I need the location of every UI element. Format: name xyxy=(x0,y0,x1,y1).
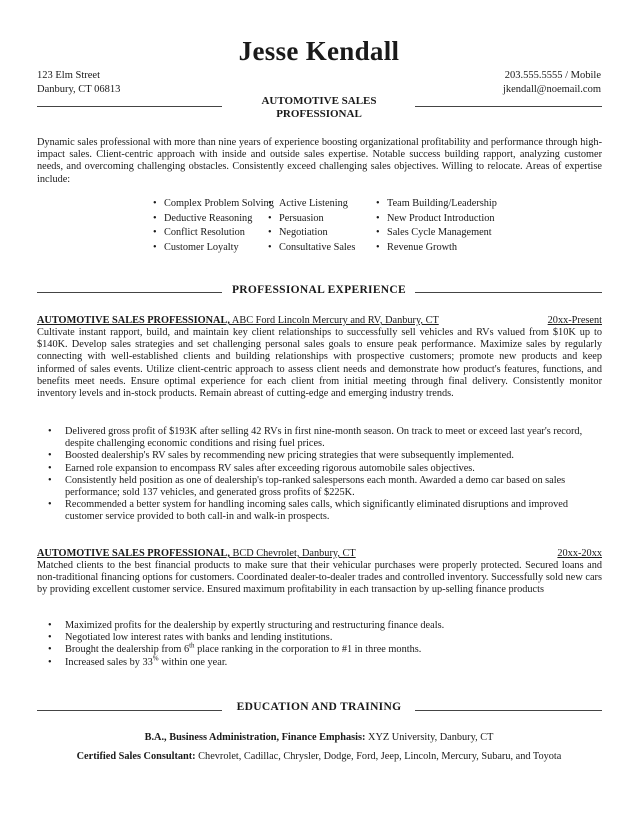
achievement-item: • Recommended a better system for handling incoming sales calls, which significantly eliminated disruptions and improved customer service provided to both call-in and walk-in prospects. xyxy=(48,499,598,523)
candidate-name: Jesse Kendall xyxy=(238,36,400,66)
skill-item: • Revenue Growth xyxy=(376,241,497,256)
job-1-company: ABC Ford Lincoln Mercury and RV, Danbury, CT xyxy=(229,315,439,326)
job-1-title: AUTOMOTIVE SALES PROFESSIONAL, xyxy=(37,315,230,326)
job-1-header xyxy=(37,315,602,327)
degree-label: B.A., Business Administration, Finance Emphasis: xyxy=(144,732,366,743)
skill-item: • Active Listening xyxy=(268,197,355,212)
skill-item: • Sales Cycle Management xyxy=(376,226,497,241)
professional-summary: Dynamic sales professional with more than nine years of experience boosting organizational profitability and performance through high-impact sales. Client-centric approach with inside and outside sales expertise. Notable success building rapport, analyzing customer needs, and overcoming challenging obstacles. Consistently exceed challenging sales objectives. Willing to relocate. Areas of expertise include: xyxy=(37,137,602,185)
skill-item: • Conflict Resolution xyxy=(153,226,274,241)
skill-item: • Negotiation xyxy=(268,226,355,241)
certification-brands: Chevrolet, Cadillac, Chrysler, Dodge, Ford, Jeep, Lincoln, Mercury, Subaru, and Toyota xyxy=(195,751,562,762)
achievement-item: • Brought the dealership from 6th place ranking in the corporation to #1 in three months. xyxy=(48,644,598,656)
skills-column-1 xyxy=(153,197,274,255)
job-2-title: AUTOMOTIVE SALES PROFESSIONAL, xyxy=(37,548,230,559)
contact-block xyxy=(503,69,601,96)
education-section-title: EDUCATION AND TRAINING xyxy=(236,701,402,713)
job-1-description: Cultivate instant rapport, build, and maintain key client relationships to successfully sell vehicles and RVs valued from $10K up to $140K. Develop sales strategies and set challenging personal sales goals to ensure peak performance. Maximize sales by regularly connecting with well-established clients and building relationships with prospective customers; promote new products and keep informed of sales events. Utilize client-centric approach to assess client needs and demonstrate how product's features, functions, and benefits meet needs. Ensure optimal experience for each client from initial meeting through final delivery. Consistently monitor inventory levels and in-stock products. Remain abreast of cutting-edge and emerging industry trends. xyxy=(37,327,602,400)
job-1-achievements xyxy=(48,426,598,524)
skill-item: • Consultative Sales xyxy=(268,241,355,256)
job-1-dates: 20xx-Present xyxy=(547,315,602,326)
job-2-description: Matched clients to the best financial products to make sure that their vehicular purchases were properly protected. Secured loans and non-traditional financing options for customers. Coordinated dealer-to-dealer trades and controlled inventory. Successfully sold new cars by providing excellent customer service. Ensured maximum profitability in each transaction by up-selling finance products xyxy=(37,560,602,596)
degree-school: XYZ University, Danbury, CT xyxy=(365,732,494,743)
skill-item: • Customer Loyalty xyxy=(153,241,274,256)
headline-line-2: PROFESSIONAL xyxy=(276,108,362,120)
job-2-company: BCD Chevrolet, Danbury, CT xyxy=(229,548,356,559)
job-2-dates: 20xx-20xx xyxy=(557,548,602,559)
job-2-achievements xyxy=(48,620,598,669)
email-address: jkendall@noemail.com xyxy=(502,83,601,95)
achievement-item: • Increased sales by 33% within one year. xyxy=(48,657,598,669)
achievement-item: • Delivered gross profit of $193K after selling 42 RVs in first nine-month season. On track to meet or exceed last year's record, despite challenging economic conditions and rising fuel prices. xyxy=(48,426,598,450)
achievement-item: • Boosted dealership's RV sales by recommending new pricing strategies that were subsequently implemented. xyxy=(48,450,598,462)
certification-line xyxy=(0,751,638,763)
skill-item: • New Product Introduction xyxy=(376,212,497,227)
achievement-item: • Consistently held position as one of dealership's top-ranked salespersons each month. Awarded a demo car based on sales performance; sold 137 vehicles, and generated gross profits of $225K. xyxy=(48,475,598,499)
headline xyxy=(0,95,638,121)
skill-item: • Team Building/Leadership xyxy=(376,197,497,212)
experience-section-title: PROFESSIONAL EXPERIENCE xyxy=(231,284,406,296)
degree-line xyxy=(0,732,638,744)
skill-item: • Persuasion xyxy=(268,212,355,227)
skill-item: • Deductive Reasoning xyxy=(153,212,274,227)
phone-number: 203.555.5555 / Mobile xyxy=(504,70,601,81)
achievement-item: • Maximized profits for the dealership by expertly structuring and restructuring finance deals. xyxy=(48,620,598,632)
headline-line-1: AUTOMOTIVE SALES xyxy=(261,95,377,107)
certification-label: Certified Sales Consultant: xyxy=(76,751,196,762)
achievement-item: • Negotiated low interest rates with banks and lending institutions. xyxy=(48,632,598,644)
address-city: Danbury, CT 06813 xyxy=(37,83,121,95)
address-block xyxy=(37,69,120,96)
skill-item: • Complex Problem Solving xyxy=(153,197,274,212)
job-2-header xyxy=(37,548,602,560)
address-street: 123 Elm Street xyxy=(37,70,100,81)
skills-column-3 xyxy=(376,197,497,255)
achievement-item: • Earned role expansion to encompass RV sales after exceeding rigorous automobile sales objectives. xyxy=(48,463,598,475)
skills-column-2 xyxy=(268,197,355,255)
